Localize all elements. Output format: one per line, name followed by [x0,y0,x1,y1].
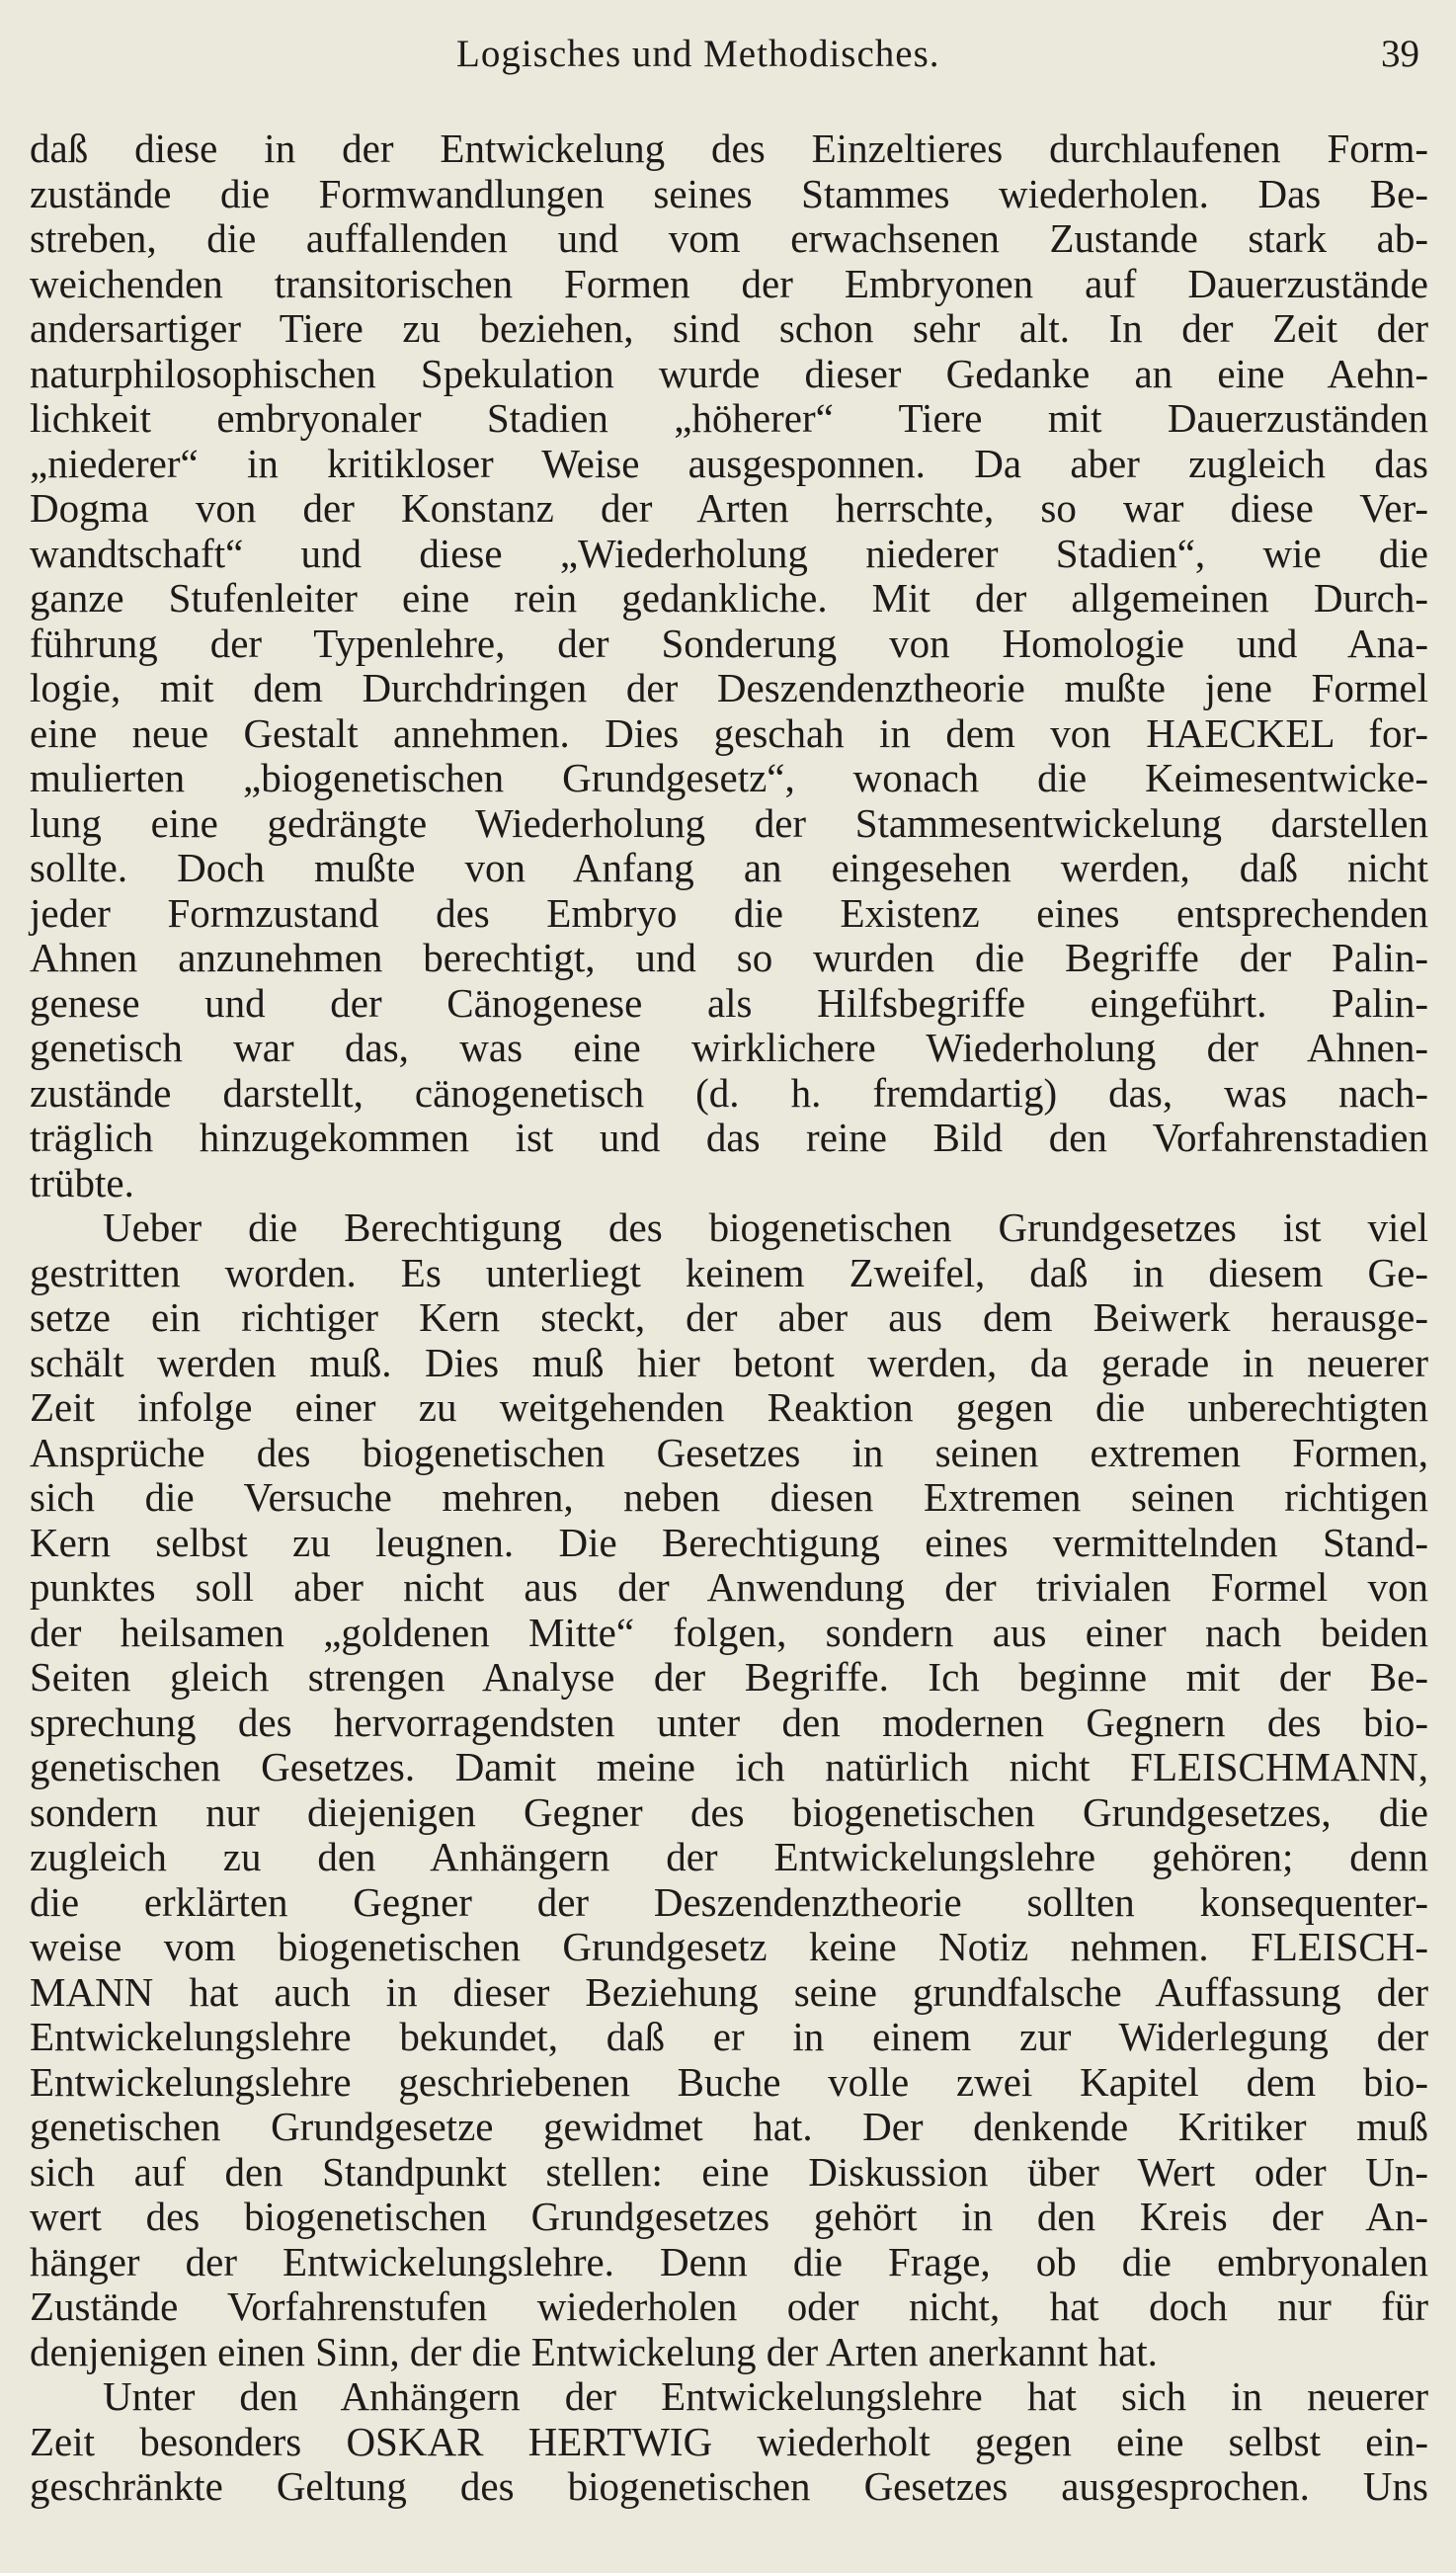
text-line: punktes soll aber nicht aus der Anwendung der trivialen Formel von [30,1564,1428,1610]
text-line: setze ein richtiger Kern steckt, der aber aus dem Beiwerk herausge- [30,1294,1428,1340]
text-line: naturphilosophischen Spekulation wurde dieser Gedanke an eine Aehn- [30,350,1428,396]
text-line: genese und der Cänogenese als Hilfsbegriffe eingeführt. Palin- [30,979,1428,1026]
text-line: gestritten worden. Es unterliegt keinem Zweifel, daß in diesem Ge- [30,1249,1428,1295]
page-number: 39 [1381,33,1419,75]
text-line: genetischen Gesetzes. Damit meine ich natürlich nicht FLEISCHMANN, [30,1744,1428,1789]
text-line: weise vom biogenetischen Grundgesetz keine Notiz nehmen. FLEISCH- [30,1924,1428,1969]
text-line: hänger der Entwickelungslehre. Denn die Frage, ob die embryonalen [30,2238,1428,2284]
text-line: sich auf den Standpunkt stellen: eine Diskussion über Wert oder Un- [30,2148,1428,2195]
text-line: zustände darstellt, cänogenetisch (d. h. fremdartig) das, was nach- [30,1069,1428,1116]
text-line: Zustände Vorfahrenstufen wiederholen oder nicht, hat doch nur für [30,2283,1428,2329]
text-line: Entwickelungslehre bekundet, daß er in einem zur Widerlegung der [30,2014,1428,2059]
text-line: geschränkte Geltung des biogenetischen Gesetzes ausgesprochen. Uns [30,2463,1428,2509]
text-line: der heilsamen „goldenen Mitte“ folgen, sondern aus einer nach beiden [30,1609,1428,1655]
text-line: genetisch war das, was eine wirklichere Wiederholung der Ahnen- [30,1025,1428,1070]
text-line: Ansprüche des biogenetischen Gesetzes in seinen extremen Formen, [30,1429,1428,1475]
running-head: Logisches und Methodisches. [456,33,940,75]
text-line: Seiten gleich strengen Analyse der Begriffe. Ich beginne mit der Be- [30,1654,1428,1700]
text-line: weichenden transitorischen Formen der Embryonen auf Dauerzustände [30,260,1428,306]
text-line: Entwickelungslehre geschriebenen Buche volle zwei Kapitel dem bio- [30,2058,1428,2105]
text-line: Zeit infolge einer zu weitgehenden Reaktion gegen die unberechtigten [30,1384,1428,1430]
text-line: sprechung des hervorragendsten unter den modernen Gegnern des bio- [30,1699,1428,1745]
text-line: Dogma von der Konstanz der Arten herrschte, so war diese Ver- [30,485,1428,531]
page-header [0,28,1456,87]
text-line: jeder Formzustand des Embryo die Existenz eines entsprechenden [30,889,1428,936]
text-line: Kern selbst zu leugnen. Die Berechtigung eines vermittelnden Stand- [30,1519,1428,1565]
text-line: Zeit besonders OSKAR HERTWIG wiederholt gegen eine selbst ein- [30,2418,1428,2464]
text-line: MANN hat auch in dieser Beziehung seine grundfalsche Auffassung der [30,1968,1428,2015]
paragraph-start-line: Unter den Anhängern der Entwickelungslehre hat sich in neuerer [103,2373,1428,2419]
body-text [30,126,1428,2510]
paragraph-start-line: Ueber die Berechtigung des biogenetischen Grundgesetzes ist viel [103,1204,1428,1250]
text-line: zugleich zu den Anhängern der Entwickelungslehre gehören; denn [30,1834,1428,1879]
text-line: lichkeit embryonaler Stadien „höherer“ Tiere mit Dauerzuständen [30,395,1428,441]
text-line: die erklärten Gegner der Deszendenztheorie sollten konsequenter- [30,1878,1428,1925]
text-line: trübte. [30,1159,134,1205]
text-line: ganze Stufenleiter eine rein gedankliche. Mit der allgemeinen Durch- [30,575,1428,621]
text-line: zustände die Formwandlungen seines Stammes wiederholen. Das Be- [30,170,1428,216]
text-line: lung eine gedrängte Wiederholung der Stammesentwickelung darstellen [30,799,1428,846]
text-line: wert des biogenetischen Grundgesetzes gehört in den Kreis der An- [30,2194,1428,2239]
text-line: „niederer“ in kritikloser Weise ausgesponnen. Da aber zugleich das [30,440,1428,486]
text-line: führung der Typenlehre, der Sonderung von Homologie und Ana- [30,620,1428,666]
text-line: sich die Versuche mehren, neben diesen Extremen seinen richtigen [30,1474,1428,1520]
text-line: schält werden muß. Dies muß hier betont werden, da gerade in neuerer [30,1339,1428,1385]
text-line: denjenigen einen Sinn, der die Entwickelung der Arten anerkannt hat. [30,2328,1158,2374]
text-line: logie, mit dem Durchdringen der Deszendenztheorie mußte jene Formel [30,665,1428,710]
text-line: andersartiger Tiere zu beziehen, sind schon sehr alt. In der Zeit der [30,305,1428,351]
text-line: sondern nur diejenigen Gegner des biogenetischen Grundgesetzes, die [30,1788,1428,1835]
text-line: träglich hinzugekommen ist und das reine Bild den Vorfahrenstadien [30,1115,1428,1160]
text-line: streben, die auffallenden und vom erwachsenen Zustande stark ab- [30,215,1428,261]
text-line: genetischen Grundgesetze gewidmet hat. Der denkende Kritiker muß [30,2104,1428,2149]
text-line: mulierten „biogenetischen Grundgesetz“, wonach die Keimesentwicke- [30,755,1428,800]
text-line: daß diese in der Entwickelung des Einzeltieres durchlaufenen Form- [30,125,1428,171]
text-line: Ahnen anzunehmen berechtigt, und so wurden die Begriffe der Palin- [30,935,1428,980]
text-line: wandtschaft“ und diese „Wiederholung niederer Stadien“, wie die [30,530,1428,576]
text-line: sollte. Doch mußte von Anfang an eingesehen werden, daß nicht [30,845,1428,890]
text-line: eine neue Gestalt annehmen. Dies geschah in dem von HAECKEL for- [30,709,1428,756]
